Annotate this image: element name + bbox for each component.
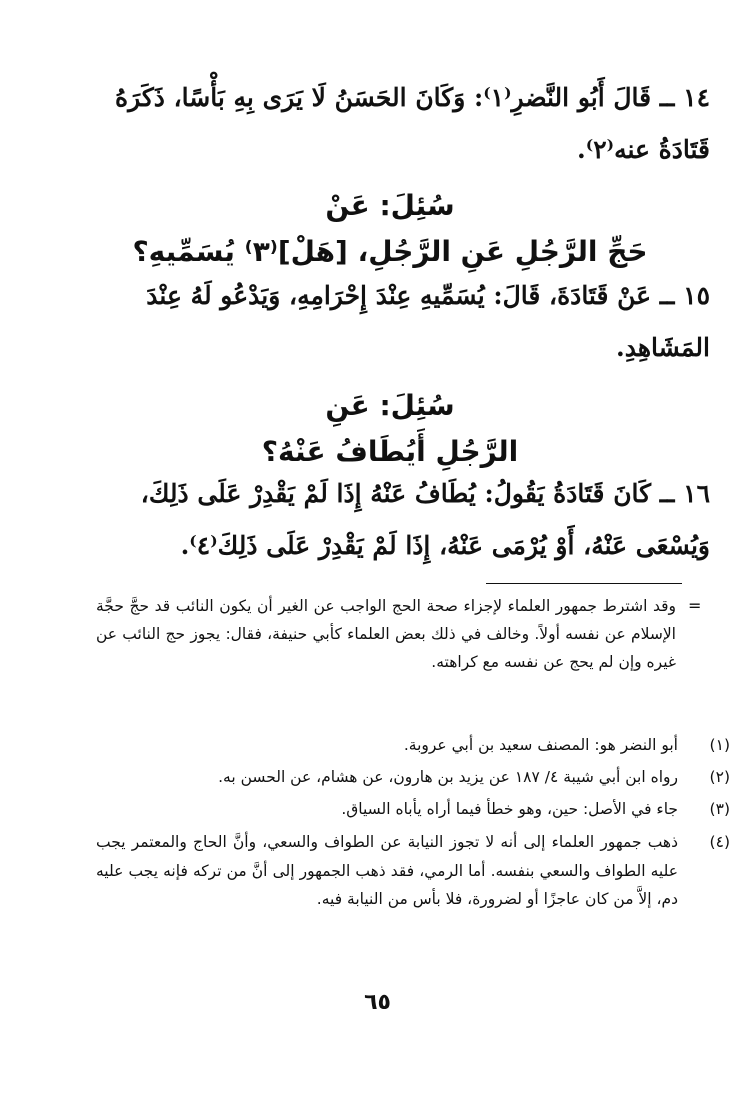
- question-heading-1: [90, 183, 690, 275]
- footnote-number: (٢): [709, 768, 730, 786]
- paragraph-line: ١٦ ــ كَانَ قَتَادَةُ يَقُولُ: يُطَافُ عَنْهُ إِذَا لَمْ يَقْدِرْ عَلَى ذَلِكَ،: [140, 479, 710, 508]
- heading-line: سُئِلَ: عَنْ: [325, 189, 455, 222]
- footnote-number: (١): [709, 736, 730, 754]
- heading-line: حَجِّ الرَّجُلِ عَنِ الرَّجُلِ، [هَلْ]⁽٣⁾ يُسَمِّيهِ؟: [132, 235, 648, 268]
- footnote-separator: [486, 583, 682, 584]
- footnote-3: [96, 795, 730, 824]
- footnote-text: ذهب جمهور العلماء إلى أنه لا تجوز النيابة عن الطواف والسعي، وأنَّ الحاج والمعتمر يجب عليه الطواف والسعي بنفسه. أما الرمي، فقد ذهب الجمهور إلى أنَّ من تركه فإنه يجب عليه دم، إلاَّ من كان عاجزًا أو لضرورة، فلا بأس من النيابة فيه.: [96, 833, 678, 908]
- footnote-text: جاء في الأصل: حين، وهو خطأ فيما أراه يأباه السياق.: [341, 800, 678, 818]
- footnote-text: أبو النضر هو: المصنف سعيد بن أبي عروبة.: [403, 736, 678, 754]
- footnote-text: رواه ابن أبي شيبة ٤/ ١٨٧ عن يزيد بن هارون، عن هشام، عن الحسن به.: [218, 768, 678, 786]
- footnote-number: (٤): [709, 833, 730, 851]
- paragraph-line: ١٤ ــ قَالَ أَبُو النَّضرِ⁽١⁾: وَكَانَ الحَسَنُ لَا يَرَى بِهِ بَأْسًا، ذَكَرَهُ: [114, 83, 710, 112]
- question-heading-2: [90, 383, 690, 475]
- continuation-mark: =: [688, 596, 702, 615]
- paragraph-line: المَشَاهِدِ.: [616, 333, 710, 362]
- footnote-1: [96, 731, 730, 760]
- paragraph-line: وَيُسْعَى عَنْهُ، أَوْ يُرْمَى عَنْهُ، إِذَا لَمْ يَقْدِرْ عَلَى ذَلِكَ⁽٤⁾.: [180, 531, 710, 560]
- paragraph-16: [98, 468, 710, 572]
- paragraph-line: ١٥ ــ عَنْ قَتَادَةَ، قَالَ: يُسَمِّيهِ عِنْدَ إِحْرَامِهِ، وَيَدْعُو لَهُ عِنْدَ: [146, 281, 710, 310]
- heading-line: سُئِلَ: عَنِ: [325, 389, 455, 422]
- footnote-4: [96, 828, 730, 914]
- footnote-2: [96, 763, 730, 792]
- paragraph-line: قَتَادَةُ عنه⁽٢⁾.: [577, 135, 710, 164]
- heading-line: الرَّجُلِ أَيُطَافُ عَنْهُ؟: [261, 435, 519, 468]
- footnote-number: (٣): [709, 800, 730, 818]
- page-number: ٦٥: [364, 990, 391, 1015]
- paragraph-15: [100, 270, 710, 374]
- paragraph-14: [100, 72, 710, 176]
- footnote-continuation: وقد اشترط جمهور العلماء لإجزاء صحة الحج الواجب عن الغير أن يكون النائب قد حجَّ حجَّة الإسلام عن نفسه أولاً. وخالف في ذلك بعض العلماء كأبي حنيفة، فقال: يجوز حج النائب عن غيره وإن لم يحج عن نفسه مع كراهته.: [96, 597, 676, 671]
